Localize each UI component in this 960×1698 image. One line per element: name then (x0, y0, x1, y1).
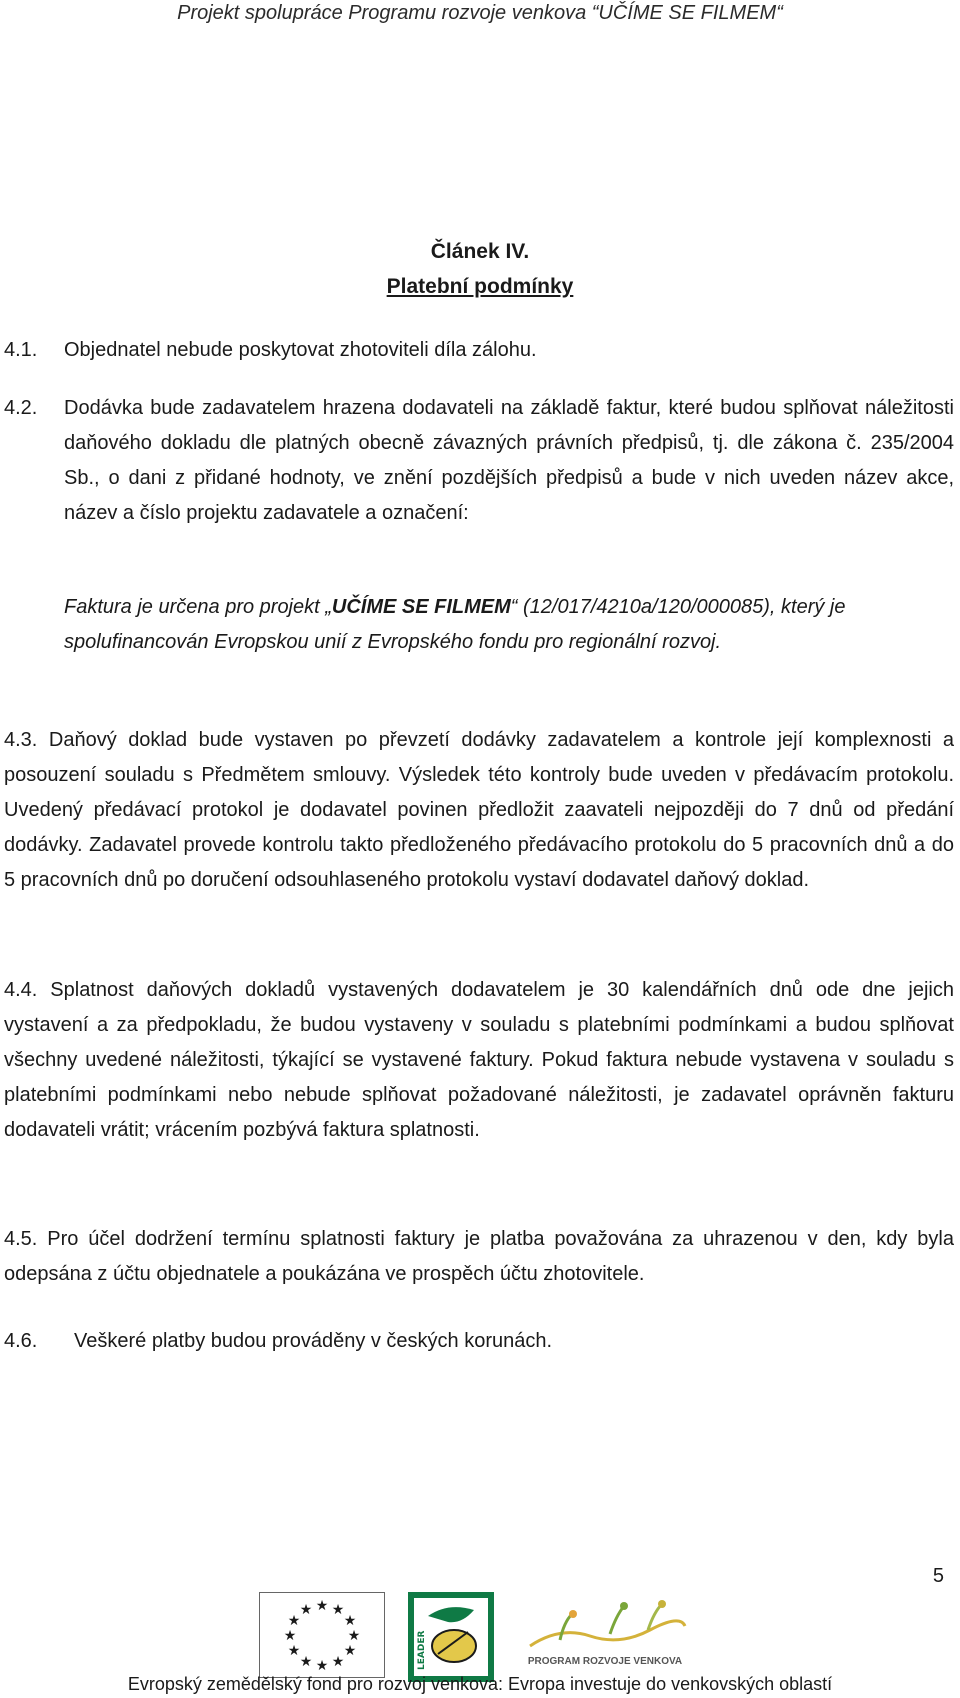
leader-logo-text: LEADER (417, 1630, 427, 1670)
svg-text:★: ★ (287, 1643, 301, 1659)
svg-text:★: ★ (343, 1643, 357, 1659)
paragraph-number: 4.3. (4, 729, 38, 751)
paragraph-text: Daňový doklad bude vystaven po převzetí dodávky zadavatelem a kontrole její komplexnosti a posouzení souladu s Předmětem smlouvy. Výsledek této kontroly bude uveden v předávacím protokolu. Uvedený předávací protokol je dodavatel povinen předložit zaavateli nejpozději do 7 dnů od předání dodávky. Zadavatel provede kontrolu takto předloženého předávacího protokolu do 5 pracovních dnů a do 5 pracovních dnů po doručení odsouhlaseného protokolu vystaví dodavatel daňový doklad. (4, 729, 955, 891)
article-number: Článek IV. (430, 240, 530, 263)
article-title: Platební podmínky (386, 275, 574, 298)
svg-text:★: ★ (315, 1598, 329, 1614)
paragraph-4-5 (4, 1222, 954, 1292)
prv-logo-icon (520, 1596, 690, 1682)
page-footer: Evropský zemědělský fond pro rozvoj venkova: Evropa investuje do venkovských oblastí (127, 1674, 833, 1694)
eu-flag-icon (259, 1592, 385, 1678)
paragraph-number: 4.5. (4, 1228, 38, 1250)
paragraph-4-6 (4, 1324, 954, 1359)
logo-strip (0, 1592, 960, 1682)
paragraph-number: 4.6. (4, 1330, 38, 1352)
paragraph-text: Pro účel dodržení termínu splatnosti faktury je platba považována za uhrazenou v den, kdy byla odepsána z účtu objednatele a poukázána ve prospěch účtu zhotovitele. (4, 1228, 955, 1285)
svg-text:★: ★ (287, 1613, 301, 1629)
svg-text:★: ★ (283, 1628, 297, 1644)
paragraph-text: Dodávka bude zadavatelem hrazena dodavateli na základě faktur, které budou splňovat náležitosti daňového dokladu dle platných obecně závazných právních předpisů, tj. dle zákona č. 235/2004 Sb., o dani z přidané hodnoty, ve znění pozdějších předpisů a bude v nich uveden název akce, název a číslo projektu zadavatele a označení: (64, 397, 954, 524)
paragraph-text: Objednatel nebude poskytovat zhotoviteli díla zálohu. (64, 339, 537, 361)
svg-text:★: ★ (331, 1654, 345, 1670)
paragraph-number: 4.2. (4, 397, 38, 419)
leader-logo-icon (408, 1592, 494, 1682)
svg-text:★: ★ (299, 1602, 313, 1618)
paragraph-number: 4.4. (4, 979, 38, 1001)
note-project-name: UČÍME SE FILMEM (331, 596, 511, 618)
svg-text:★: ★ (315, 1658, 329, 1674)
page-number: 5 (932, 1565, 944, 1587)
paragraph-4-1 (4, 333, 954, 368)
paragraph-number: 4.1. (4, 339, 38, 361)
paragraph-4-4 (4, 973, 954, 1148)
paragraph-4-2 (4, 391, 954, 531)
paragraph-text: Splatnost daňových dokladů vystavených dodavatelem je 30 kalendářních dnů ode dne jejich vystavení a za předpokladu, že budou vystaveny v souladu s platebními podmínkami a budou splňovat všechny uvedené náležitosti, týkající se vystavené faktury. Pokud faktura nebude vystavena v souladu s platebními podmínkami nebo nebude splňovat požadované náležitosti, je zadavatel oprávněn fakturu dodavateli vrátit; vrácením pozbývá faktura splatnosti. (4, 979, 954, 1141)
paragraph-4-3 (4, 723, 954, 898)
invoice-note (64, 590, 954, 660)
note-suffix: “ (12/017/4210a/120/000085), který je spolufinancován Evropskou unií z Evropského fondu pro regionální rozvoj. (64, 596, 846, 653)
note-prefix: Faktura je určena pro projekt „ (64, 596, 332, 618)
svg-text:★: ★ (299, 1654, 313, 1670)
svg-text:★: ★ (347, 1628, 361, 1644)
prv-logo-text: PROGRAM ROZVOJE VENKOVA (527, 1656, 683, 1667)
page-header: Projekt spolupráce Programu rozvoje venkova “UČÍME SE FILMEM“ (177, 2, 783, 24)
svg-text:★: ★ (331, 1602, 345, 1618)
paragraph-text: Veškeré platby budou prováděny v českých korunách. (74, 1330, 553, 1352)
svg-text:★: ★ (343, 1613, 357, 1629)
